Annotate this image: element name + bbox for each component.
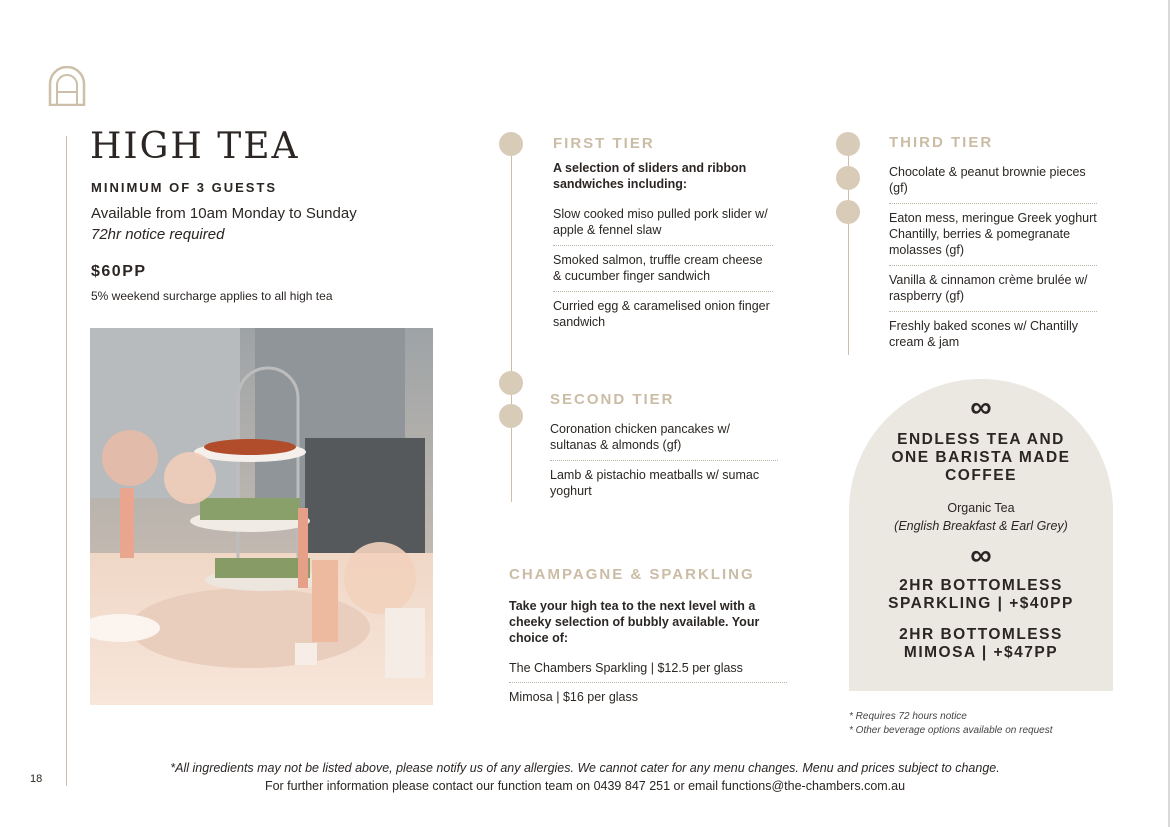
footer-disclaimer: *All ingredients may not be listed above, please notify us of any allergies. We cannot cater for any menu changes. Menu and prices subject to change.	[170, 761, 1000, 775]
champagne-heading: CHAMPAGNE & SPARKLING	[509, 566, 755, 583]
bottomless-sparkling: 2HR BOTTOMLESS SPARKLING | +$40PP	[888, 577, 1074, 612]
organic-tea: Organic Tea	[947, 501, 1015, 515]
endless-tea-heading: ENDLESS TEA AND ONE BARISTA MADE COFFEE	[891, 431, 1071, 484]
page-title: HIGH TEA	[90, 126, 300, 167]
note: * Requires 72 hours notice	[849, 711, 967, 722]
menu-item: Chocolate & peanut brownie pieces (gf)	[889, 164, 1097, 204]
min-guests: MINIMUM OF 3 GUESTS	[91, 180, 278, 195]
menu-item: Smoked salmon, truffle cream cheese & cucumber finger sandwich	[553, 246, 773, 292]
tier-dot	[836, 132, 860, 156]
organic-tea-detail: (English Breakfast & Earl Grey)	[894, 519, 1068, 533]
menu-item: Curried egg & caramelised onion finger sandwich	[553, 299, 770, 329]
menu-item: Coronation chicken pancakes w/ sultanas & almonds (gf)	[550, 421, 778, 461]
tier-dot	[499, 132, 523, 156]
third-tier-list	[889, 164, 1097, 357]
beverage-arch	[849, 379, 1113, 691]
availability: Available from 10am Monday to Sunday	[91, 205, 357, 222]
drink-item: Mimosa | $16 per glass	[509, 690, 638, 704]
arch-logo-icon	[48, 66, 86, 111]
tier-dot	[836, 166, 860, 190]
first-tier-intro: A selection of sliders and ribbon sandwiches including:	[553, 161, 747, 191]
menu-item: Slow cooked miso pulled pork slider w/ apple & fennel slaw	[553, 206, 773, 246]
infinity-icon: ∞	[970, 391, 992, 424]
first-tier-list	[553, 206, 773, 337]
surcharge: 5% weekend surcharge applies to all high tea	[91, 289, 333, 303]
third-tier-heading: THIRD TIER	[889, 134, 994, 151]
menu-item: Lamb & pistachio meatballs w/ sumac yoghurt	[550, 468, 760, 498]
high-tea-photo	[90, 328, 433, 705]
menu-item: Freshly baked scones w/ Chantilly cream & jam	[889, 319, 1078, 349]
second-tier-heading: SECOND TIER	[550, 391, 675, 408]
menu-item: Vanilla & cinnamon crème brulée w/ raspberry (gf)	[889, 266, 1097, 312]
middle-rule	[511, 144, 512, 502]
tier-dot	[499, 404, 523, 428]
notice: 72hr notice required	[91, 226, 225, 243]
champagne-intro: Take your high tea to the next level with a cheeky selection of bubbly available. Your choice of:	[509, 599, 760, 645]
first-tier-heading: FIRST TIER	[553, 135, 655, 152]
price: $60PP	[91, 263, 147, 280]
second-tier-list	[550, 421, 778, 506]
bottomless-mimosa: 2HR BOTTOMLESS MIMOSA | +$47PP	[899, 626, 1063, 661]
tier-dot	[499, 371, 523, 395]
tier-dot	[836, 200, 860, 224]
drink-item: The Chambers Sparkling | $12.5 per glass	[509, 660, 787, 683]
footer-contact: For further information please contact our function team on 0439 847 251 or email functions@the-chambers.com.au	[264, 779, 906, 793]
note: * Other beverage options available on request	[849, 725, 1053, 736]
page-number: 18	[30, 773, 43, 785]
champagne-list	[509, 660, 787, 712]
menu-item: Eaton mess, meringue Greek yoghurt Chantilly, berries & pomegranate molasses (gf)	[889, 204, 1097, 266]
left-rule	[66, 136, 67, 786]
infinity-icon: ∞	[970, 539, 992, 572]
